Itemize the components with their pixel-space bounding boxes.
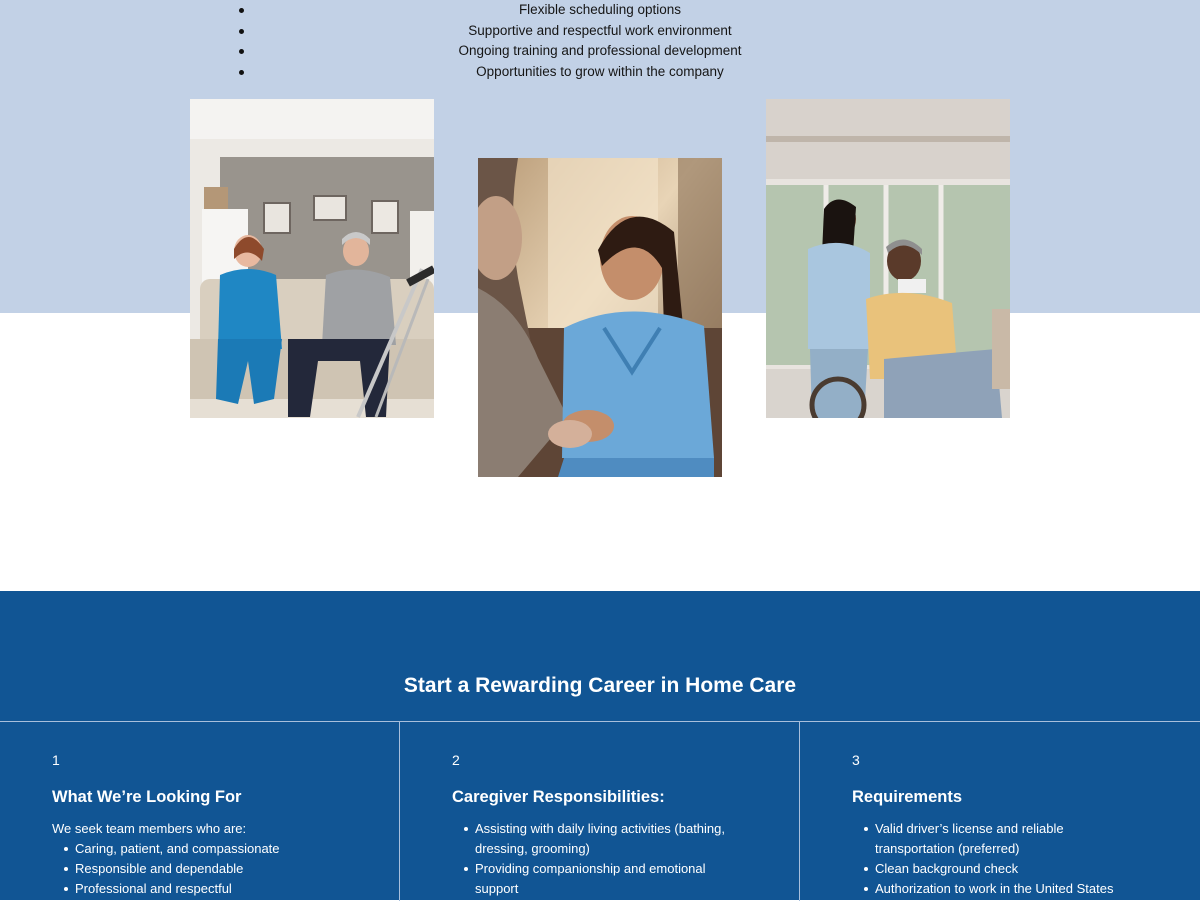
bullet-icon (239, 8, 244, 13)
career-card-responsibilities (399, 722, 798, 901)
nurse-holding-hands-photo (478, 158, 722, 477)
list-item: Authorization to work in the United States (852, 879, 1145, 899)
card-title: What We’re Looking For (52, 788, 242, 806)
caregiver-sofa-photo (190, 99, 434, 418)
caregiver-wheelchair-photo (766, 99, 1010, 418)
career-card-looking-for (0, 722, 399, 901)
career-section-title: Start a Rewarding Career in Home Care (403, 674, 797, 697)
career-cards (0, 721, 1200, 901)
career-section (0, 591, 1200, 900)
bullet-icon (239, 70, 244, 75)
benefit-item (0, 62, 1200, 83)
list-item: Caring, patient, and compassionate (52, 839, 345, 859)
list-item: Providing companionship and emotional support (452, 859, 745, 899)
card-list (452, 819, 798, 899)
benefit-text: Supportive and respectful work environment (468, 22, 732, 38)
card-title: Caregiver Responsibilities: (452, 788, 665, 806)
benefits-list (0, 0, 1200, 82)
card-title: Requirements (852, 788, 963, 806)
card-list (852, 819, 1200, 899)
career-card-requirements (799, 722, 1200, 901)
card-number: 2 (452, 752, 460, 768)
benefit-item (0, 41, 1200, 62)
list-item: Professional and respectful (52, 879, 345, 899)
card-number: 3 (852, 752, 860, 768)
benefit-item (0, 0, 1200, 21)
benefit-text: Opportunities to grow within the company (476, 63, 724, 79)
benefit-item (0, 21, 1200, 42)
bullet-icon (239, 29, 244, 34)
list-item: Responsible and dependable (52, 859, 345, 879)
benefit-text: Ongoing training and professional development (458, 43, 742, 58)
list-item: Assisting with daily living activities (bathing, dressing, grooming) (452, 819, 745, 859)
list-item: Valid driver’s license and reliable transportation (preferred) (852, 819, 1145, 859)
card-intro: We seek team members who are: (52, 821, 247, 836)
benefit-text: Flexible scheduling options (518, 2, 682, 17)
card-list (52, 839, 399, 899)
bullet-icon (239, 49, 244, 54)
card-number: 1 (52, 752, 60, 768)
list-item: Clean background check (852, 859, 1145, 879)
